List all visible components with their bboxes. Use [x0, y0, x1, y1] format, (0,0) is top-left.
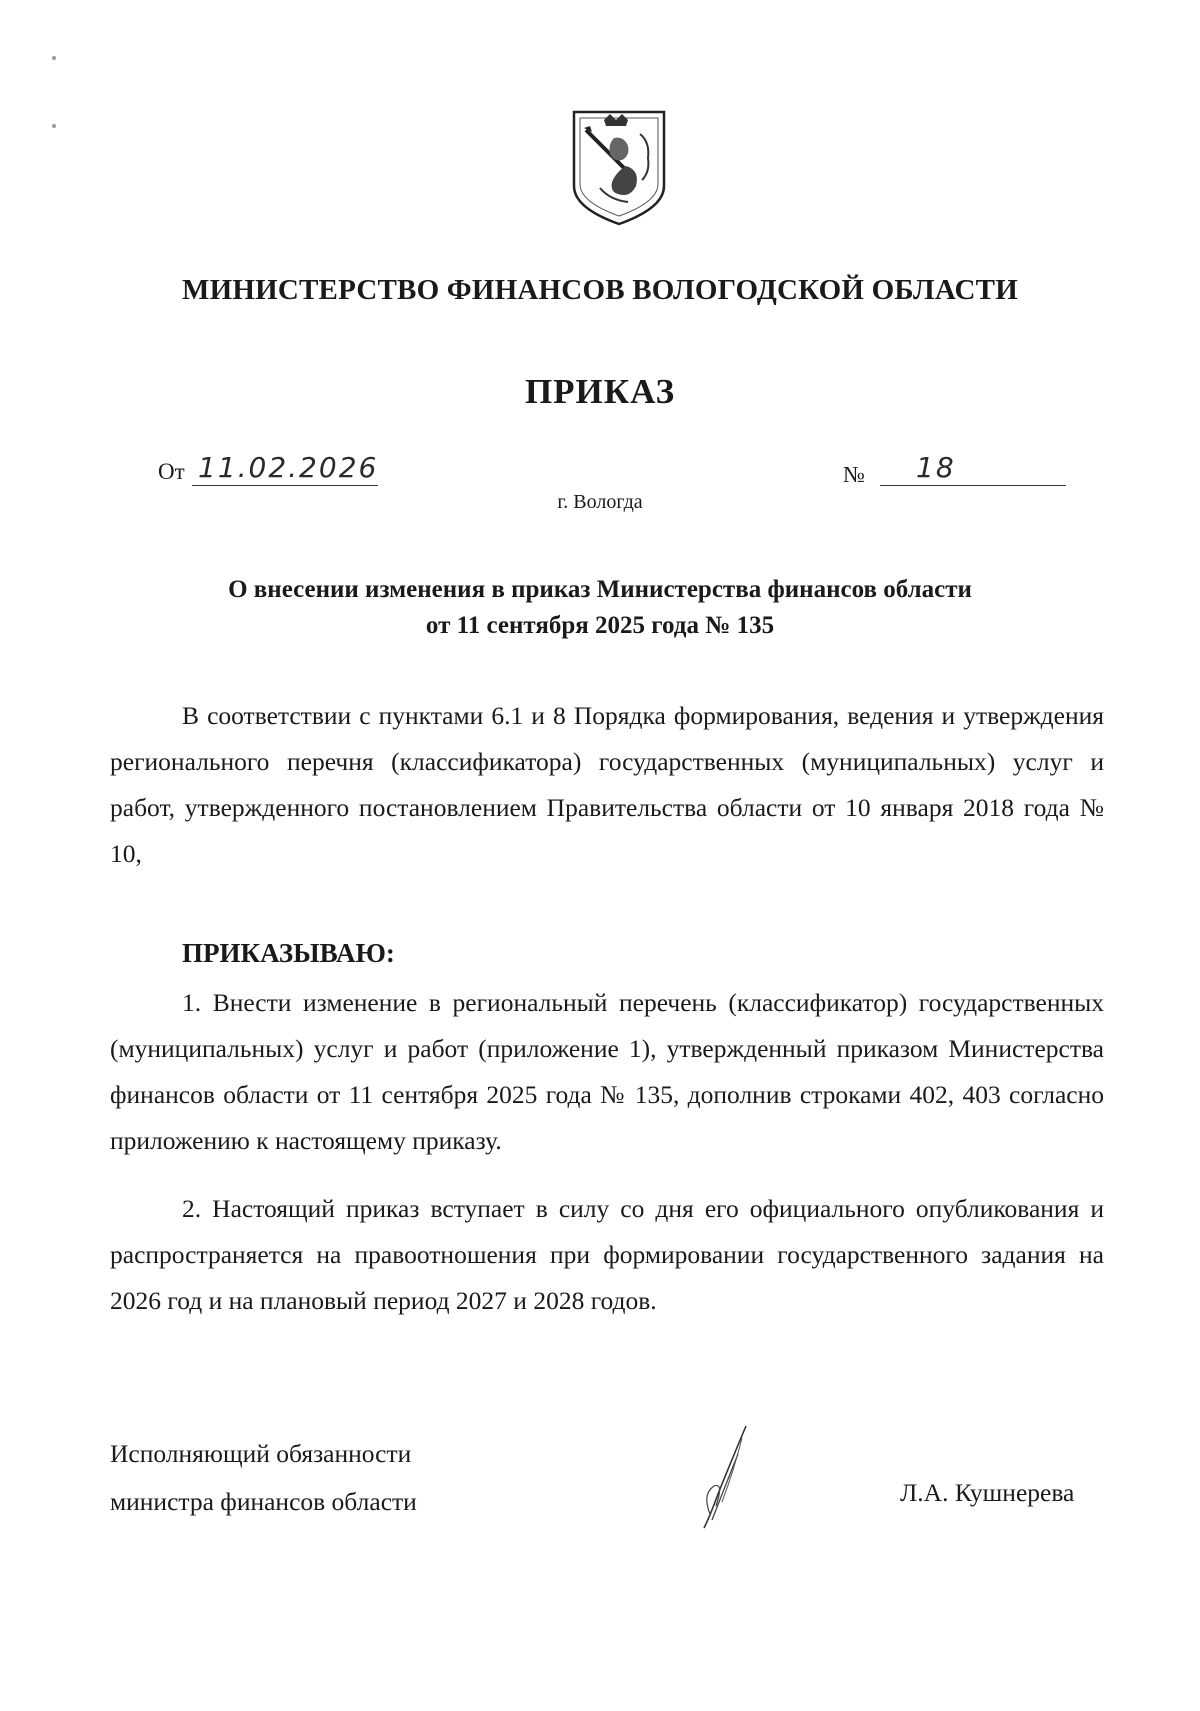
signatory-title-line-1: Исполняющий обязанности [110, 1439, 412, 1468]
signatory-name: Л.А. Кушнерева [900, 1478, 1075, 1507]
order-item-2: 2. Настоящий приказ вступает в силу со дня его официального опубликования и распространяется на правоотношения при формировании государственного задания на 2026 год и на плановый период 2027 и 2028 годов. [110, 1194, 1104, 1315]
order-item-1: 1. Внести изменение в региональный перечень (классификатор) государственных (муниципальных) услуг и работ (приложение 1), утвержденный приказом Министерства финансов области от 11 сентября 2025 года № 135, дополнив строками 402, 403 согласно приложению к настоящему приказу. [110, 988, 1104, 1155]
order-word: ПРИКАЗЫВАЮ: [182, 938, 395, 968]
signatory-title [110, 1430, 417, 1526]
scan-dot [52, 124, 56, 128]
scan-dot [52, 56, 56, 60]
document-subject [0, 572, 1200, 644]
city: г. Вологда [557, 491, 643, 513]
preamble-paragraph: В соответствии с пунктами 6.1 и 8 Порядка формирования, ведения и утверждения регионального перечня (классификатора) государственных (муниципальных) услуг и работ, утвержденного постановлением Правительства области от 10 января 2018 года № 10, [110, 701, 1104, 868]
date-label: От [158, 459, 185, 484]
date-value: 11.02.2026 [192, 451, 378, 486]
number-value: 18 [880, 451, 1066, 486]
handwritten-signature-icon [680, 1424, 760, 1532]
document-type: ПРИКАЗ [524, 372, 676, 411]
signatory-title-line-2: министра финансов области [110, 1487, 417, 1516]
number-label: № [843, 462, 865, 487]
ministry-name: МИНИСТЕРСТВО ФИНАНСОВ ВОЛОГОДСКОЙ ОБЛАСТИ [182, 274, 1018, 306]
subject-line-2: от 11 сентября 2025 года № 135 [425, 612, 775, 639]
subject-line-1: О внесении изменения в приказ Министерства финансов области [228, 576, 972, 603]
vologda-coat-of-arms-icon [570, 108, 668, 228]
